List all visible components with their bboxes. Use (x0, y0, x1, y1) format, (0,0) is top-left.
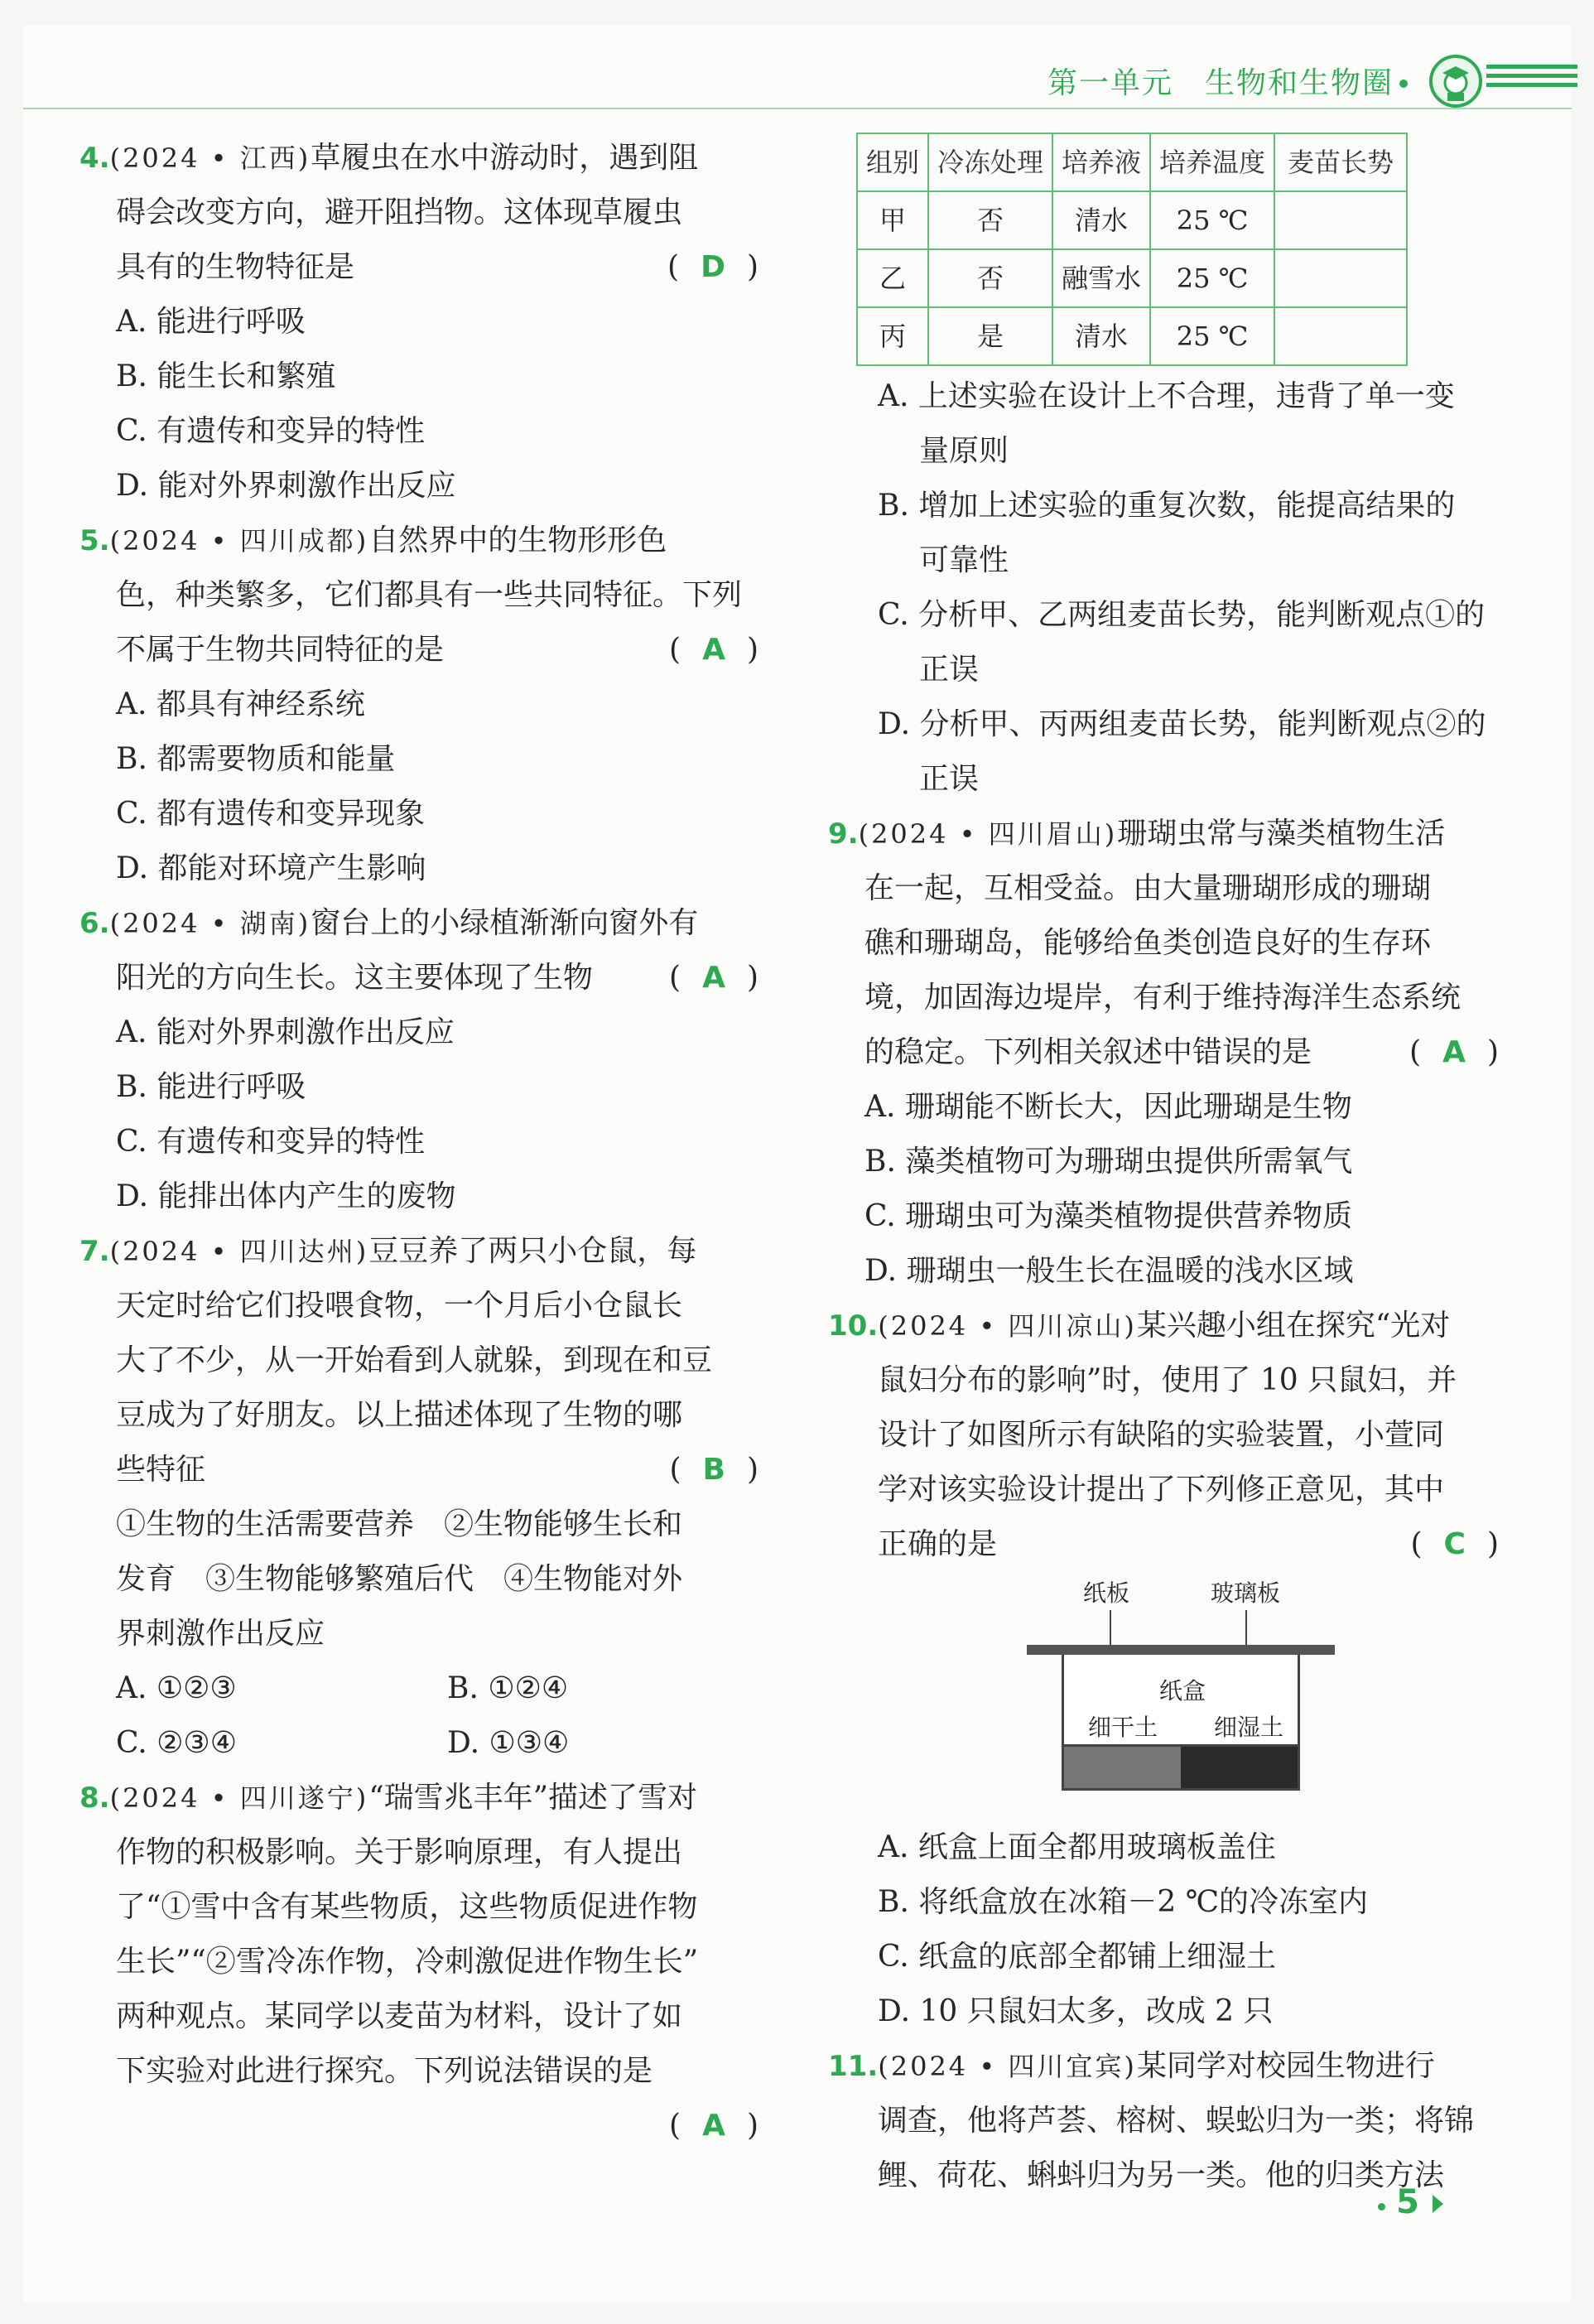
table-cell: 清水 (1052, 307, 1150, 365)
option-b: B. ①②④ (447, 1671, 569, 1705)
option-c: C. 都有遗传和变异现象 (116, 797, 426, 831)
glass-pointer (1245, 1610, 1247, 1645)
question-source: (2024 • 四川眉山) (858, 818, 1118, 850)
question-6 (79, 896, 758, 1224)
answer-letter: A (702, 961, 725, 995)
answer-letter: A (702, 633, 725, 667)
answer-line (79, 2099, 758, 2153)
option-c-cont: 正误 (919, 653, 980, 687)
cardboard-label: 纸板 (1083, 1579, 1130, 1607)
question-stem-line: 调查，他将芦荟、榕树、蜈蚣归为一类；将锦 (878, 2104, 1475, 2138)
table-header-row (857, 133, 1407, 191)
option-a: A. 能对外界刺激作出反应 (116, 1015, 455, 1049)
option-d: D. 珊瑚虫一般生长在温暖的浅水区域 (864, 1254, 1354, 1288)
option-d-cont: 正误 (919, 762, 980, 796)
question-stem-line: 鲤、荷花、蝌蚪归为另一类。他的归类方法 (878, 2158, 1445, 2192)
answer-bracket: ( A ) (669, 633, 758, 667)
question-stem-line: 窗台上的小绿植渐渐向窗外有 (311, 906, 699, 940)
table-cell (1274, 191, 1407, 249)
wet-soil-region (1181, 1744, 1300, 1791)
table-cell: 否 (928, 191, 1052, 249)
option-a: A. 都具有神经系统 (116, 687, 365, 721)
page-number-dot (1378, 2203, 1385, 2211)
question-stem-line: 具有的生物特征是 ( D ) (79, 240, 758, 295)
question-stem-line: 天定时给它们投喂食物，一个月后小仓鼠长 (116, 1289, 683, 1323)
question-stem-line: 在一起，互相受益。由大量珊瑚形成的珊瑚 (864, 871, 1432, 905)
question-source: (2024 • 四川遂宁) (109, 1782, 369, 1814)
table-header: 组别 (857, 133, 928, 191)
header-divider (23, 108, 1572, 109)
option-c: C. ②③④ (116, 1726, 237, 1760)
question-source: (2024 • 湖南) (109, 908, 311, 939)
question-source: (2024 • 四川凉山) (878, 1310, 1137, 1342)
table-row (857, 249, 1407, 307)
question-stem-line: 不属于生物共同特征的是 ( A ) (79, 623, 758, 677)
answer-letter: B (702, 1453, 725, 1487)
question-stem-line: 某兴趣小组在探究“光对 (1136, 1309, 1451, 1343)
table-cell (1274, 249, 1407, 307)
option-b: B. 将纸盒放在冰箱－2 ℃的冷冻室内 (878, 1885, 1368, 1919)
option-a: A. 纸盒上面全都用玻璃板盖住 (878, 1830, 1276, 1864)
option-b: B. 增加上述实验的重复次数，能提高结果的 (878, 489, 1456, 523)
option-b: B. 藻类植物可为珊瑚虫提供所需氧气 (864, 1145, 1353, 1179)
table-cell: 融雪水 (1052, 249, 1150, 307)
question-stem-line: 碍会改变方向，避开阻挡物。这体现草履虫 (116, 195, 683, 229)
question-source: (2024 • 四川成都) (109, 525, 369, 557)
answer-bracket: ( A ) (669, 2109, 758, 2143)
option-b: B. 都需要物质和能量 (116, 742, 396, 776)
option-d: D. 都能对环境产生影响 (116, 851, 426, 885)
table-cell: 乙 (857, 249, 928, 307)
question-stem-line: 大了不少，从一开始看到人就躲，到现在和豆 (116, 1343, 713, 1377)
question-stem-line: 下实验对此进行探究。下列说法错误的是 (116, 2054, 653, 2088)
table-cell: 是 (928, 307, 1052, 365)
option-d: D. ①③④ (447, 1726, 570, 1760)
answer-letter: A (702, 2109, 725, 2143)
question-11 (828, 2039, 1499, 2203)
statement-line: 界刺激作出反应 (116, 1617, 325, 1651)
table-header: 冷冻处理 (928, 133, 1052, 191)
question-stem-line: 鼠妇分布的影响”时，使用了 10 只鼠妇，并 (878, 1363, 1457, 1397)
next-page-arrow-icon (1433, 2195, 1443, 2213)
question-8 (79, 1771, 758, 2153)
right-column (828, 128, 1499, 2203)
option-a: A. 珊瑚能不断长大，因此珊瑚是生物 (864, 1090, 1352, 1124)
question-stem-line: 设计了如图所示有缺陷的实验装置，小萱同 (878, 1418, 1445, 1452)
cardboard-pointer (1110, 1610, 1111, 1645)
option-c: C. 分析甲、乙两组麦苗长势，能判断观点①的 (878, 598, 1486, 632)
statement-line: ①生物的生活需要营养 ②生物能够生长和 (116, 1507, 683, 1541)
option-c: C. 珊瑚虫可为藻类植物提供营养物质 (864, 1199, 1353, 1233)
question-stem-line: 豆豆养了两只小仓鼠，每 (368, 1234, 697, 1268)
question-stem-line: 正确的是 ( C ) (828, 1517, 1499, 1572)
question-number: 9. (828, 817, 859, 851)
table-cell: 丙 (857, 307, 928, 365)
option-d: D. 能排出体内产生的废物 (116, 1179, 456, 1213)
answer-bracket: ( B ) (669, 1453, 758, 1487)
header-dot (1399, 80, 1408, 88)
student-avatar-icon (1429, 55, 1482, 108)
answer-letter: C (1443, 1527, 1466, 1561)
statement-line: 发育 ③生物能够繁殖后代 ④生物能对外 (116, 1562, 683, 1596)
question-stem-line: 阳光的方向生长。这主要体现了生物 ( A ) (79, 951, 758, 1005)
question-5 (79, 513, 758, 896)
question-number: 10. (828, 1309, 879, 1343)
option-c: C. 有遗传和变异的特性 (116, 1125, 426, 1159)
question-stem-line: 生长”“②雪冷冻作物，冷刺激促进作物生长” (116, 1945, 699, 1979)
question-stem-line: “瑞雪兆丰年”描述了雪对 (368, 1781, 698, 1815)
wet-soil-label: 细湿土 (1214, 1714, 1284, 1741)
question-10 (828, 1299, 1499, 2039)
table-row (857, 191, 1407, 249)
question-number: 4. (79, 142, 110, 175)
table-cell: 清水 (1052, 191, 1150, 249)
question-stem-line: 色，种类繁多，它们都具有一些共同特征。下列 (116, 578, 743, 612)
question-stem-line: 草履虫在水中游动时，遇到阻 (311, 141, 699, 175)
page-number: 5 (1396, 2183, 1419, 2221)
option-c: C. 有遗传和变异的特性 (116, 414, 426, 448)
question-stem-line: 境，加固海边堤岸，有利于维持海洋生态系统 (864, 981, 1462, 1015)
question-stem-line: 的稳定。下列相关叙述中错误的是 ( A ) (828, 1025, 1499, 1080)
question-number: 7. (79, 1235, 110, 1268)
table-cell: 25 ℃ (1150, 191, 1274, 249)
question-stem-line: 珊瑚虫常与藻类植物生活 (1117, 817, 1446, 851)
answer-bracket: ( D ) (667, 250, 758, 284)
question-9 (828, 807, 1499, 1299)
question-stem-line: 学对该实验设计提出了下列修正意见，其中 (878, 1473, 1445, 1507)
glass-label: 玻璃板 (1211, 1579, 1281, 1607)
answer-letter: A (1442, 1035, 1466, 1069)
option-c: C. 纸盒的底部全都铺上细湿土 (878, 1940, 1277, 1974)
option-d: D. 分析甲、丙两组麦苗长势，能判断观点②的 (878, 707, 1486, 741)
option-b: B. 能生长和繁殖 (116, 359, 336, 393)
box-label: 纸盒 (1159, 1677, 1206, 1704)
table-cell: 否 (928, 249, 1052, 307)
question-number: 11. (828, 2050, 879, 2083)
question-4 (79, 131, 758, 513)
option-a: A. 能进行呼吸 (116, 305, 306, 339)
header-stripes (1486, 65, 1577, 92)
question-source: (2024 • 四川宜宾) (878, 2051, 1137, 2082)
option-b: B. 能进行呼吸 (116, 1070, 306, 1104)
option-d: D. 能对外界刺激作出反应 (116, 469, 456, 503)
dry-soil-region (1062, 1744, 1181, 1791)
question-stem-line: 两种观点。某同学以麦苗为材料，设计了如 (116, 1999, 683, 2033)
answer-bracket: ( A ) (1409, 1035, 1499, 1069)
question-stem-line: 豆成为了好朋友。以上描述体现了生物的哪 (116, 1398, 683, 1432)
table-cell (1274, 307, 1407, 365)
answer-letter: D (701, 250, 725, 284)
question-stem-line: 些特征 ( B ) (79, 1443, 758, 1497)
option-b-cont: 可靠性 (919, 543, 1009, 577)
question-source: (2024 • 江西) (109, 142, 311, 174)
question-7 (79, 1224, 758, 1771)
question-stem-line: 某同学对校园生物进行 (1136, 2049, 1435, 2083)
question-stem-line: 礁和珊瑚岛，能够给鱼类创造良好的生存环 (864, 926, 1432, 960)
table-row (857, 307, 1407, 365)
option-d: D. 10 只鼠妇太多，改成 2 只 (878, 1994, 1274, 2028)
question-stem-line: 了“①雪中含有某些物质，这些物质促进作物 (116, 1890, 698, 1924)
option-a: A. 上述实验在设计上不合理，违背了单一变 (878, 379, 1455, 413)
table-cell: 25 ℃ (1150, 307, 1274, 365)
question-8-options (841, 369, 1499, 807)
cover-board (1027, 1645, 1335, 1655)
table-header: 培养温度 (1150, 133, 1274, 191)
answer-bracket: ( A ) (669, 961, 758, 995)
table-cell: 甲 (857, 191, 928, 249)
question-number: 6. (79, 907, 110, 940)
options-grid (79, 1661, 758, 1771)
answer-bracket: ( C ) (1410, 1527, 1499, 1561)
table-cell: 25 ℃ (1150, 249, 1274, 307)
question-stem-line: 作物的积极影响。关于影响原理，有人提出 (116, 1835, 683, 1869)
table-header: 培养液 (1052, 133, 1150, 191)
question-source: (2024 • 四川达州) (109, 1236, 369, 1267)
option-a-cont: 量原则 (919, 434, 1009, 468)
table-header: 麦苗长势 (1274, 133, 1407, 191)
experiment-table (856, 133, 1408, 366)
experiment-figure (1027, 1572, 1358, 1820)
question-stem-line: 自然界中的生物形形色 (368, 523, 667, 557)
page-header (0, 0, 1594, 116)
left-column (79, 131, 758, 2153)
option-a: A. ①②③ (116, 1671, 237, 1705)
dry-soil-label: 细干土 (1088, 1714, 1158, 1741)
unit-title: 第一单元 生物和生物圈 (1047, 66, 1394, 100)
question-number: 5. (79, 524, 110, 557)
question-number: 8. (79, 1782, 110, 1815)
